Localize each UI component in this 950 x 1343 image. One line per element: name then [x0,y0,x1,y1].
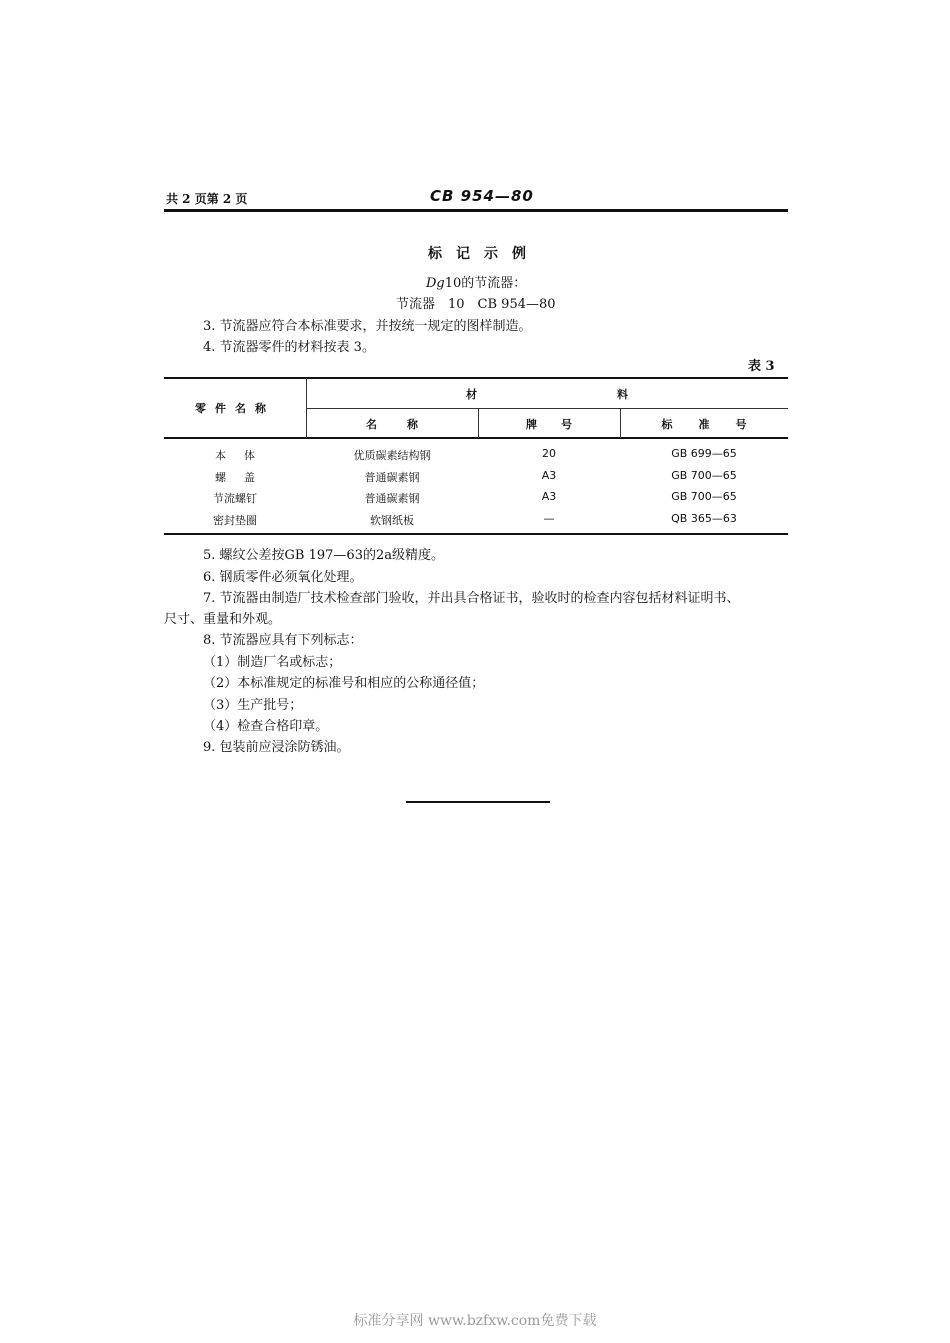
column-header-part-name: 零件名称 [195,402,275,415]
table-row [164,490,788,511]
clause-5: 5. 螺纹公差按GB 197—63的2a级精度。 [203,548,444,563]
clause-8-item-3: （3）生产批号； [203,698,303,713]
clause-6: 6. 钢质零件必须氧化处理。 [203,570,363,585]
clause-8: 8. 节流器应具有下列标志： [203,633,363,648]
cell-standard: GB 699—65 [671,447,737,460]
clause-3: 3. 节流器应符合本标准要求，并按统一规定的图样制造。 [203,319,532,334]
table-bottom-rule [164,533,788,535]
table-header-divider [306,408,788,409]
cell-grade: A3 [541,469,557,482]
table-top-rule [164,377,788,379]
marking-example-line1-text: 10的节流器： [444,276,527,291]
marking-example-title: 标记示例 [428,246,540,262]
cell-part: 螺盖 [215,471,273,484]
nominal-diameter-symbol: Dg [426,276,445,291]
cell-part: 节流螺钉 [213,492,257,505]
clause-4: 4. 节流器零件的材料按表 3。 [203,340,375,355]
table-label: 表 3 [748,359,775,374]
page-info: 共 2 页第 2 页 [166,192,248,206]
table-row [164,512,788,533]
clause-7-continued: 尺寸、重量和外观。 [164,612,282,627]
cell-grade: A3 [541,490,557,503]
cell-material-name: 软钢纸板 [370,514,414,527]
column-header-grade: 牌号 [526,418,596,431]
clause-7: 7. 节流器由制造厂技术检查部门验收，并出具合格证书，验收时的检查内容包括材料证明书、 [203,591,740,606]
cell-material-name: 普通碳素钢 [364,471,420,484]
cell-standard: GB 700—65 [671,490,737,503]
table-row [164,447,788,468]
cell-material-name: 普通碳素钢 [364,492,420,505]
clause-8-item-2: （2）本标准规定的标准号和相应的公称通径值； [203,676,485,691]
cell-grade: — [543,512,555,525]
column-header-material: 材料 [466,388,768,401]
cell-part: 密封垫圈 [213,514,257,527]
marking-example-line1 [426,272,526,291]
clause-8-item-4: （4）检查合格印章。 [203,719,329,734]
cell-standard: GB 700—65 [671,469,737,482]
cell-material-name: 优质碳素结构钢 [353,449,431,462]
watermark-text: 标准分享网 www.bzfxw.com免费下载 [353,1313,597,1329]
column-header-name: 名称 [366,418,448,431]
cell-standard: QB 365—63 [671,512,737,525]
cell-part: 本体 [215,449,273,462]
table-header-bottom-rule [164,437,788,439]
clause-8-item-1: （1）制造厂名或标志； [203,655,342,670]
standard-code: CB 954—80 [430,187,534,205]
cell-grade: 20 [542,447,556,460]
clause-9: 9. 包装前应浸涂防锈油。 [203,740,350,755]
column-header-standard: 标准号 [661,418,773,431]
header-rule [164,209,788,212]
end-rule [406,801,550,803]
marking-example-line2: 节流器 10 CB 954—80 [396,297,556,312]
table-row [164,469,788,490]
